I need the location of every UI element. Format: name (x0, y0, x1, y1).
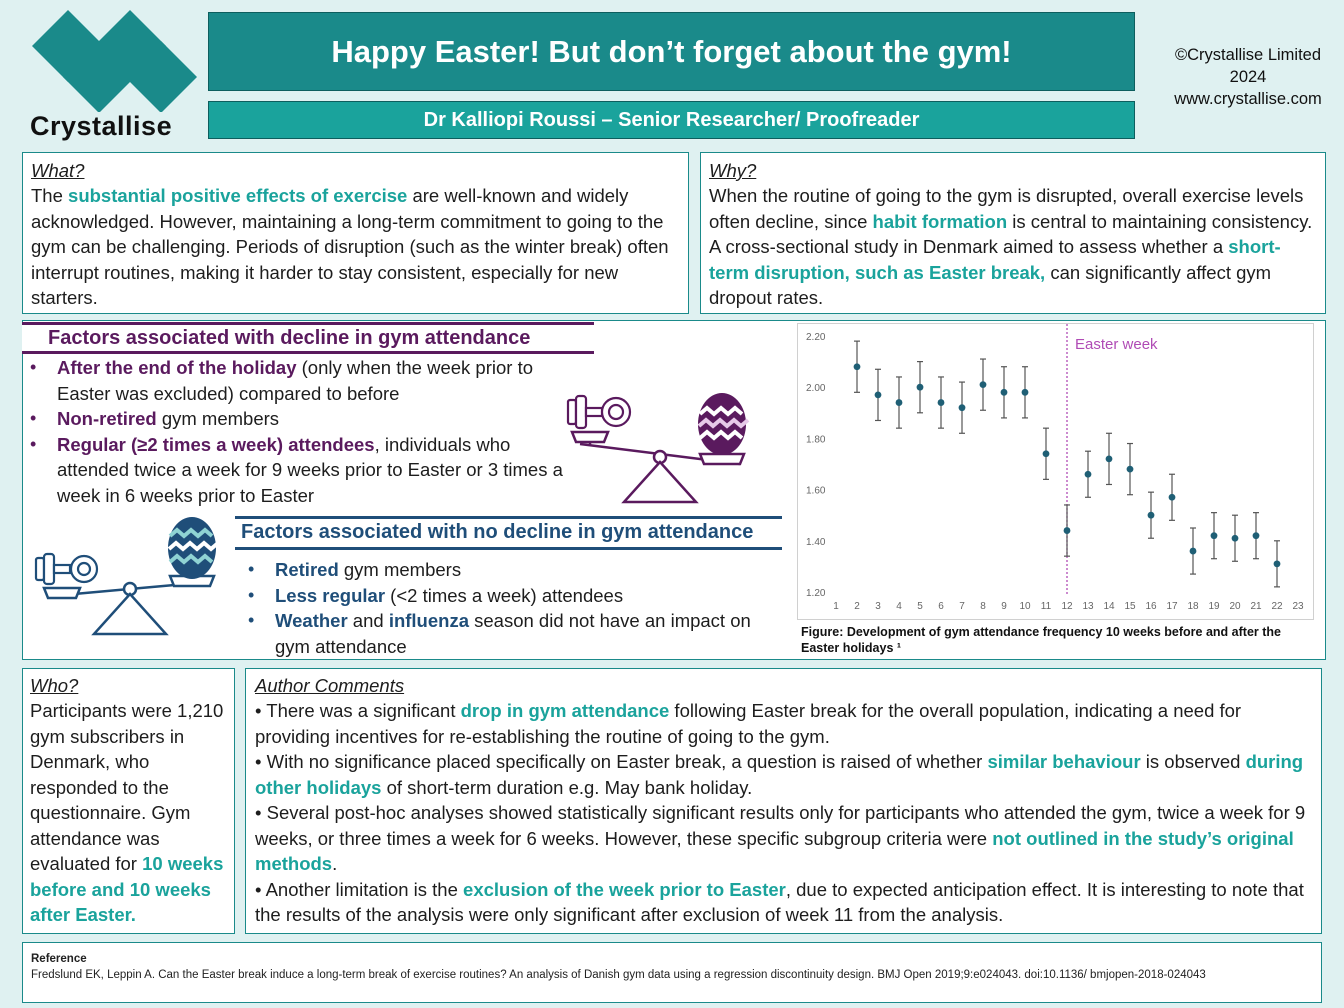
chart-caption: Figure: Development of gym attendance frequency 10 weeks before and after the Easter holidays ¹ (801, 625, 1281, 655)
balance-scale-icon (30, 512, 230, 642)
page-title: Happy Easter! But don’t forget about the gym! (208, 12, 1135, 91)
list-item: • Regular (≥2 times a week) attendees, individuals who attended twice a week for 9 weeks prior to Easter or 3 times a week in 6 weeks prior to Easter (30, 432, 575, 509)
decline-factors-title: Factors associated with decline in gym attendance (22, 322, 594, 354)
list-item: • Non-retired gym members (30, 406, 575, 432)
x-tick-label: 17 (1166, 601, 1178, 612)
x-tick-label: 14 (1103, 601, 1115, 612)
who-text: Participants were 1,210 gym subscribers in Denmark, who responded to the questionnaire. Gym attendance was evaluated for 10 weeks before and 10 weeks after Easter. (30, 700, 224, 925)
why-highlight-habit: habit formation (872, 210, 1008, 232)
what-text: The substantial positive effects of exercise are well-known and widely acknowledged. However, maintaining a long-term commitment to going to the gym can be challenging. Periods of disruption (such as the winter break) often interrupt routines, making it harder to stay consistent, especially for new starters. (31, 185, 669, 308)
data-point (1043, 450, 1050, 457)
x-tick-label: 9 (1001, 601, 1007, 612)
y-tick-label: 1.80 (806, 434, 826, 446)
list-item: • Weather and influenza season did not have an impact on gym attendance (248, 608, 778, 659)
reference-panel (22, 942, 1322, 1003)
data-point (1190, 548, 1197, 555)
data-point (1106, 455, 1113, 462)
who-heading: Who? (30, 675, 79, 696)
data-point (1064, 527, 1071, 534)
x-tick-label: 21 (1250, 601, 1262, 612)
data-point (917, 384, 924, 391)
data-point (1001, 389, 1008, 396)
why-highlight-disruption: short-term disruption, such as Easter break, (709, 236, 1281, 283)
balance-scale-icon (560, 380, 760, 510)
easter-egg-icon (698, 393, 748, 455)
why-text: When the routine of going to the gym is disrupted, overall exercise levels often decline, since habit formation is central to maintaining consistency. A cross-sectional study in Denmark aimed to assess whether a short-term disruption, such as Easter break, can significantly affect gym dropout rates. (709, 185, 1313, 308)
list-item: • There was a significant drop in gym attendance following Easter break for the overall population, indicating a need for providing incentives for re-establishing the routine of going to the gym. (255, 700, 1242, 747)
easter-week-annotation: Easter week (1075, 336, 1158, 353)
who-panel (22, 668, 235, 934)
x-tick-label: 7 (959, 601, 965, 612)
attendance-chart (798, 324, 1315, 621)
x-tick-label: 12 (1061, 601, 1073, 612)
chart-frame (797, 323, 1314, 620)
x-tick-label: 10 (1019, 601, 1031, 612)
x-tick-label: 6 (938, 601, 944, 612)
author-comments-panel (245, 668, 1322, 934)
logo-text: Crystallise (30, 111, 173, 141)
list-item: • After the end of the holiday (only when the week prior to Easter was excluded) compared to before (30, 355, 575, 406)
crystallise-logo (22, 8, 202, 144)
what-heading: What? (31, 160, 85, 181)
data-point (938, 399, 945, 406)
x-tick-label: 2 (854, 601, 860, 612)
x-tick-label: 18 (1187, 601, 1199, 612)
copyright-line: ©Crystallise Limited (1174, 46, 1322, 64)
easter-egg-icon (168, 517, 218, 579)
x-tick-label: 23 (1292, 601, 1304, 612)
data-point (959, 404, 966, 411)
data-point (875, 391, 882, 398)
dumbbell-icon (36, 554, 97, 584)
data-point (1211, 532, 1218, 539)
x-tick-label: 22 (1271, 601, 1283, 612)
data-point (1022, 389, 1029, 396)
data-point (1232, 535, 1239, 542)
x-tick-label: 11 (1040, 601, 1052, 612)
dumbbell-icon (568, 396, 630, 428)
reference-text: Fredslund EK, Leppin A. Can the Easter break induce a long-term break of exercise routines? An analysis of Danish gym data using a regression discontinuity design. BMJ Open 2019;9:e024043. doi:10.1136/ bmjopen-2018-024043 (31, 969, 1206, 981)
y-tick-label: 1.60 (806, 485, 826, 497)
x-tick-label: 15 (1124, 601, 1136, 612)
y-tick-label: 1.40 (806, 536, 826, 548)
list-item: • Retired gym members (248, 557, 778, 583)
list-item: • With no significance placed specifically on Easter break, a question is raised of whether similar behaviour is observed during other holidays of short-term duration e.g. May bank holiday. (255, 751, 1304, 798)
no-decline-factors-title: Factors associated with no decline in gym attendance (235, 516, 782, 550)
x-tick-label: 1 (833, 601, 839, 612)
logo-diamonds-icon (22, 8, 202, 112)
why-panel (700, 152, 1326, 314)
x-tick-label: 5 (917, 601, 923, 612)
copyright-block (1148, 44, 1344, 110)
who-highlight: 10 weeks before and 10 weeks after Easter. (30, 853, 224, 925)
x-tick-label: 19 (1208, 601, 1220, 612)
comments-heading: Author Comments (255, 675, 405, 696)
copyright-year: 2024 (1229, 68, 1267, 86)
x-tick-label: 8 (980, 601, 986, 612)
x-tick-label: 20 (1229, 601, 1241, 612)
data-point (1169, 494, 1176, 501)
x-tick-label: 4 (896, 601, 902, 612)
y-tick-label: 2.00 (806, 383, 826, 395)
list-item: • Several post-hoc analyses showed statistically significant results only for participants who attended the gym, twice a week for 9 weeks, or three times a week for 6 weeks. However, these specific subgroup criteria were not outlined in the study’s original methods. (255, 802, 1306, 874)
data-point (854, 363, 861, 370)
x-tick-label: 16 (1145, 601, 1157, 612)
data-point (896, 399, 903, 406)
reference-heading: Reference (31, 953, 87, 965)
data-point (1085, 471, 1092, 478)
data-point (1253, 532, 1260, 539)
y-tick-label: 1.20 (806, 588, 826, 599)
no-decline-factors-list (248, 557, 778, 659)
data-point (1274, 560, 1281, 567)
decline-factors-list (30, 355, 575, 508)
what-panel (22, 152, 689, 314)
why-heading: Why? (709, 160, 757, 181)
data-point (980, 381, 987, 388)
website-link[interactable]: www.crystallise.com (1174, 90, 1322, 108)
data-point (1148, 512, 1155, 519)
y-tick-label: 2.20 (806, 332, 826, 343)
x-tick-label: 3 (875, 601, 881, 612)
list-item: • Another limitation is the exclusion of the week prior to Easter, due to expected anticipation effect. It is interesting to note that the results of the analysis were only significant after exclusion of week 11 from the analysis. (255, 878, 1304, 925)
what-highlight: substantial positive effects of exercise (68, 185, 408, 206)
list-item: • Less regular (<2 times a week) attendees (248, 583, 778, 609)
data-point (1127, 466, 1134, 473)
x-tick-label: 13 (1082, 601, 1094, 612)
comments-list (255, 698, 1312, 928)
author-bar: Dr Kalliopi Roussi – Senior Researcher/ Proofreader (208, 101, 1135, 139)
